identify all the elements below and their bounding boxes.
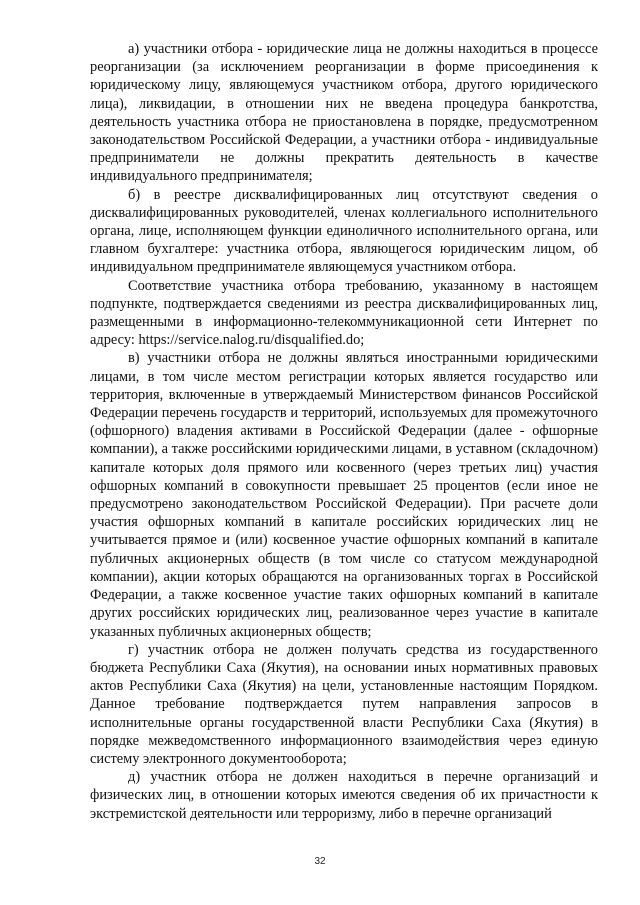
- paragraph-d: д) участник отбора не должен находиться в перечне организаций и физических лиц, в отношении которых имеются сведения об их причастности к экстремистской деятельности или терроризму, либо в перечне организаций: [90, 769, 598, 822]
- paragraph-v: в) участники отбора не должны являться иностранными юридическими лицами, в том числе местом регистрации которых является государство или территория, включенные в утверждаемый Министерством финансов Российской Федерации перечень государств и территорий, используемых для промежуточного (офшорного) владения активами в Российской Федерации (далее - офшорные компании), а также российскими юридическими лицами, в уставном (складочном) капитале которых доля прямого или косвенного (через третьих лиц) участия офшорных компаний в совокупности превышает 25 процентов (если иное не предусмотрено законодательством Российской Федерации). При расчете доли участия офшорных компаний в капитале российских юридических лиц не учитывается прямое и (или) косвенное участие офшорных компаний в капитале публичных акционерных обществ (в том числе со статусом международной компании), акции которых обращаются на организованных торгах в Российской Федерации, а также косвенное участие таких офшорных компаний в капитале других российских юридических лиц, реализованное через участие в капитале указанных публичных акционерных обществ;: [90, 350, 598, 640]
- paragraph-b: б) в реестре дисквалифицированных лиц отсутствуют сведения о дисквалифицированных руководителей, членах коллегиального исполнительного органа, лице, исполняющем функции единоличного исполнительного органа, или главном бухгалтере: участника отбора, являющегося юридическим лицом, об индивидуальном предпринимателе являющемуся участником отбора.: [90, 186, 598, 276]
- paragraph-b-compliance: Соответствие участника отбора требованию, указанному в настоящем подпункте, подтверждается сведениями из реестра дисквалифицированных лиц, размещенными в информационно-телекоммуникационной сети Интернет по адресу: https://service.nalog.ru/disqualified.do;: [90, 277, 598, 349]
- page-number: 32: [314, 856, 326, 867]
- paragraph-a: а) участники отбора - юридические лица не должны находиться в процессе реорганизации (за исключением реорганизации в форме присоединения к юридическому лицу, являющемуся участником отбора, другого юридического лица), ликвидации, в отношении них не введена процедура банкротства, деятельность участника отбора не приостановлена в порядке, предусмотренном законодательством Российской Федерации, а участники отбора - индивидуальные предприниматели не должны прекратить деятельность в качестве индивидуального предпринимателя;: [90, 41, 598, 185]
- paragraph-g: г) участник отбора не должен получать средства из государственного бюджета Республики Саха (Якутия), на основании иных нормативных правовых актов Республики Саха (Якутия) на цели, установленные настоящим Порядком. Данное требование подтверждается путем направления запросов в исполнительные органы государственной власти Республики Саха (Якутия) в порядке межведомственного информационного взаимодействия через единую систему электронного документооборота;: [90, 641, 598, 767]
- document-body: [90, 40, 598, 823]
